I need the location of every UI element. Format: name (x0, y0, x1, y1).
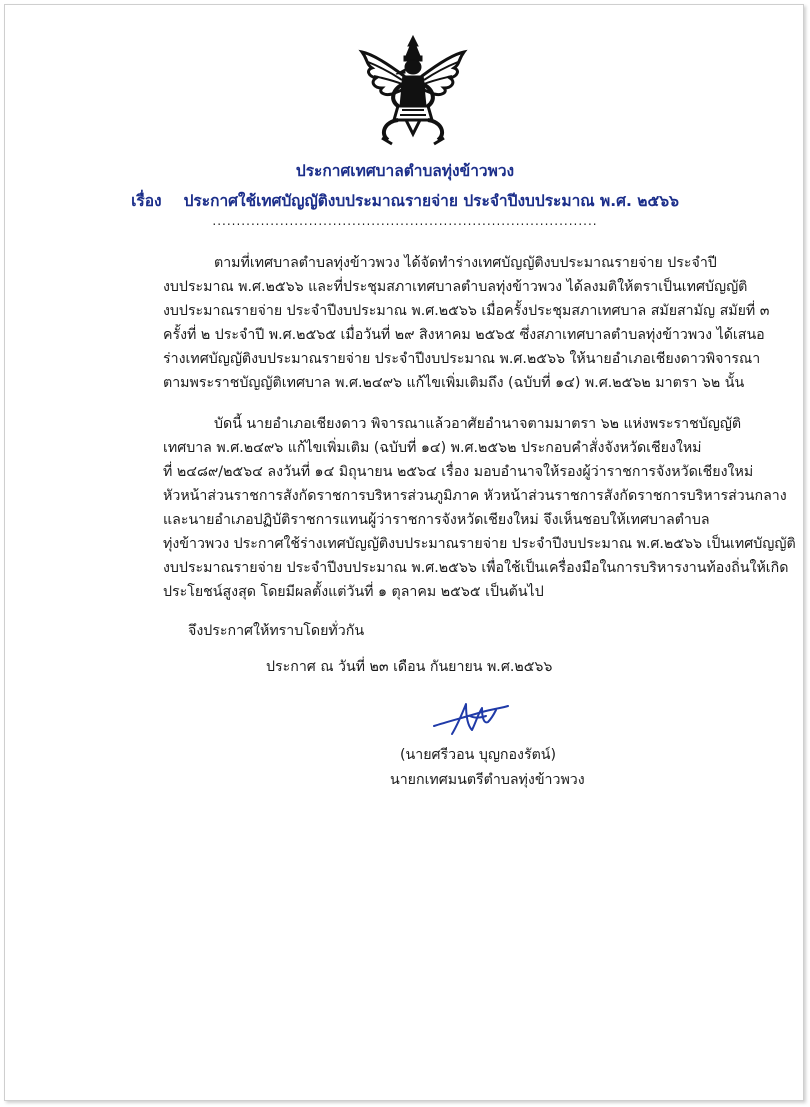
paragraph-2-line: ทุ่งข้าวพวง ประกาศใช้ร่างเทศบัญญัติงบประมาณรายจ่าย ประจำปีงบประมาณ พ.ศ.๒๕๖๖ เป็นเทศบัญญัติ (163, 536, 796, 552)
paragraph-1-line: ตามพระราชบัญญัติเทศบาล พ.ศ.๒๔๙๖ แก้ไขเพิ่มเติมถึง (ฉบับที่ ๑๔) พ.ศ.๒๕๖๒ มาตรา ๖๒ นั้น (163, 375, 745, 391)
paragraph-2-line: เทศบาล พ.ศ.๒๔๙๖ แก้ไขเพิ่มเติม (ฉบับที่ ๑๔) พ.ศ.๒๕๖๒ ประกอบคำสั่งจังหวัดเชียงใหม่ (163, 440, 702, 456)
signer-name: (นายศรีวอน บุญกองรัตน์) (400, 747, 557, 763)
document-subject-line (0, 188, 810, 213)
announce-line: จึงประกาศให้ทราบโดยทั่วกัน (188, 623, 365, 639)
paragraph-1-line: ครั้งที่ ๒ ประจำปี พ.ศ.๒๕๖๕ เมื่อวันที่ ๒๙ สิงหาคม ๒๕๖๕ ซึ่งสภาเทศบาลตำบลทุ่งข้าวพวง ได้เสนอ (163, 327, 765, 343)
paragraph-1-line: ร่างเทศบัญญัติงบประมาณรายจ่าย ประจำปีงบประมาณ พ.ศ.๒๕๖๖ ให้นายอำเภอเชียงดาวพิจารณา (163, 351, 761, 367)
document-title: ประกาศเทศบาลตำบลทุ่งข้าวพวง (295, 162, 515, 180)
paragraph-2-line: ประโยชน์สูงสุด โดยมีผลตั้งแต่วันที่ ๑ ตุลาคม ๒๕๖๕ เป็นต้นไป (163, 584, 544, 600)
paragraph-1-line: ตามที่เทศบาลตำบลทุ่งข้าวพวง ได้จัดทำร่างเทศบัญญัติงบประมาณรายจ่าย ประจำปี (214, 255, 717, 271)
separator-line: ................................................................................ (212, 214, 598, 228)
paragraph-2-line: ที่ ๒๔๘๙/๒๕๖๔ ลงวันที่ ๑๔ มิถุนายน ๒๕๖๔ เรื่อง มอบอำนาจให้รองผู้ว่าราชการจังหวัดเชียงใหม่ (163, 464, 754, 480)
subject-text: ประกาศใช้เทศบัญญัติงบประมาณรายจ่าย ประจำปีงบประมาณ พ.ศ. ๒๕๖๖ (183, 192, 679, 210)
paragraph-2-line: หัวหน้าส่วนราชการสังกัดราชการบริหารส่วนภูมิภาค หัวหน้าส่วนราชการสังกัดราชการบริหารส่วนกลาง (163, 488, 787, 504)
paragraph-2-line: และนายอำเภอปฏิบัติราชการแทนผู้ว่าราชการจังหวัดเชียงใหม่ จึงเห็นชอบให้เทศบาลตำบล (163, 512, 710, 528)
paragraph-1-line: งบประมาณ พ.ศ.๒๕๖๖ และที่ประชุมสภาเทศบาลตำบลทุ่งข้าวพวง ได้ลงมติให้ตราเป็นเทศบัญญัติ (163, 279, 748, 295)
date-line: ประกาศ ณ วันที่ ๒๓ เดือน กันยายน พ.ศ.๒๕๖๖ (266, 659, 553, 675)
handwritten-signature (432, 696, 512, 740)
signer-position: นายกเทศมนตรีตำบลทุ่งข้าวพวง (390, 772, 585, 788)
subject-label: เรื่อง (131, 192, 162, 210)
paragraph-2-line: บัดนี้ นายอำเภอเชียงดาว พิจารณาแล้วอาศัยอำนาจตามมาตรา ๖๒ แห่งพระราชบัญญัติ (214, 416, 742, 432)
paragraph-1-line: งบประมาณรายจ่าย ประจำปีงบประมาณ พ.ศ.๒๕๖๖ เมื่อครั้งประชุมสภาเทศบาล สมัยสามัญ สมัยที่ ๓ (163, 303, 770, 319)
paragraph-2-line: งบประมาณรายจ่าย ประจำปีงบประมาณ พ.ศ.๒๕๖๖ เพื่อใช้เป็นเครื่องมือในการบริหารงานท้องถิ่นให้เกิด (163, 560, 789, 576)
garuda-emblem-icon (358, 34, 468, 146)
